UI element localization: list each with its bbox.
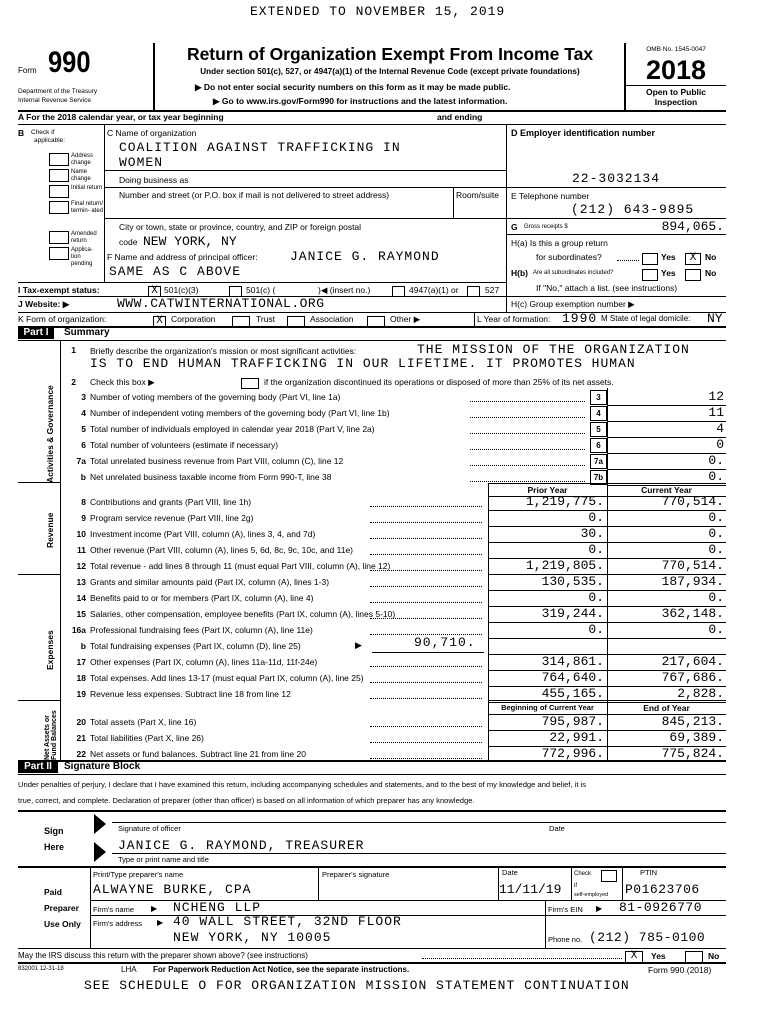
address-change-checkbox[interactable]	[49, 153, 69, 166]
part-2-tag: Part II	[18, 761, 58, 773]
omb-number: OMB No. 1545-0047	[646, 46, 706, 53]
ag-line-text: Total unrelated business revenue from Part VIII, column (C), line 12	[90, 456, 344, 466]
ag-line-number: 3	[81, 392, 86, 402]
prior-year-value: 0.	[588, 510, 604, 525]
boy-value: 772,996.	[541, 746, 604, 761]
current-year-value: 767,686.	[661, 670, 724, 685]
fin-line-text: Salaries, other compensation, employee benefits (Part IX, column (A), lines 5-10)	[90, 609, 396, 619]
ag-line-box: 6	[590, 438, 607, 453]
501c3-checkbox[interactable]: X	[148, 283, 161, 301]
side-label-activities: Activities & Governance	[45, 385, 55, 483]
fin-line-text: Other expenses (Part IX, column (A), lines 11a-11d, 11f-24e)	[90, 657, 318, 667]
state-domicile: NY	[707, 311, 723, 326]
extension-banner: EXTENDED TO NOVEMBER 15, 2019	[250, 4, 506, 19]
principal-officer: JANICE G. RAYMOND	[290, 249, 440, 264]
net-line-number: 20	[76, 717, 86, 727]
prior-year-value: 0.	[588, 542, 604, 557]
fin-line-text: Total fundraising expenses (Part IX, column (D), line 25)	[90, 641, 301, 651]
current-year-value: 0.	[708, 542, 724, 557]
ag-line-text: Total number of individuals employed in calendar year 2018 (Part V, line 2a)	[90, 424, 375, 434]
application-pending-checkbox[interactable]	[49, 247, 69, 260]
year-of-formation: 1990	[562, 311, 598, 326]
fin-line-number: 13	[76, 577, 86, 587]
discontinued-checkbox[interactable]	[241, 375, 259, 393]
current-year-value: 770,514.	[661, 494, 724, 509]
current-year-value: 2,828.	[677, 686, 724, 701]
form-label: Form	[18, 66, 37, 75]
net-line-text: Total assets (Part X, line 16)	[90, 717, 197, 727]
preparer-name: ALWAYNE BURKE, CPA	[93, 882, 252, 897]
footer-form: Form 990 (2018)	[648, 965, 712, 975]
current-year-value: 0.	[708, 590, 724, 605]
ag-line-box: 4	[590, 406, 607, 421]
website[interactable]: WWW.CATWINTERNATIONAL.ORG	[117, 296, 325, 311]
corporation-checkbox[interactable]: X	[153, 313, 166, 331]
trust-checkbox[interactable]	[232, 313, 250, 331]
prior-year-value: 0.	[588, 590, 604, 605]
hb-no-checkbox[interactable]	[685, 266, 701, 284]
ag-line-value: 0	[716, 437, 724, 452]
527-checkbox[interactable]	[467, 283, 480, 301]
prior-year-value: 455,165.	[541, 686, 604, 701]
fin-line-text: Other revenue (Part VIII, column (A), lines 5, 6d, 8c, 9c, 10c, and 11e)	[90, 545, 353, 555]
current-year-value: 0.	[708, 622, 724, 637]
hb-yes-checkbox[interactable]	[642, 266, 658, 284]
ag-line-number: 4	[81, 408, 86, 418]
form-title: Return of Organization Exempt From Income Tax	[186, 44, 594, 64]
current-year-value: 217,604.	[661, 654, 724, 669]
fin-line-number: 9	[81, 513, 86, 523]
fin-line-number: 11	[77, 545, 86, 555]
eoy-value: 845,213.	[661, 714, 724, 729]
prior-year-value: 30.	[580, 526, 604, 541]
ag-line-number: 5	[81, 424, 86, 434]
firm-address-line2: NEW YORK, NY 10005	[173, 930, 332, 945]
preparer-ptin: P01623706	[625, 882, 700, 897]
fin-line-number: 18	[76, 673, 86, 683]
form-number: 990	[48, 46, 91, 79]
fin-line-text: Investment income (Part VIII, column (A), lines 3, 4, and 7d)	[90, 529, 316, 539]
org-name-line2: WOMEN	[119, 155, 164, 170]
fin-line-number: 12	[76, 561, 86, 571]
ag-line-text: Number of voting members of the governing body (Part VI, line 1a)	[90, 392, 341, 402]
firm-name-arrow-icon: ▶	[151, 904, 158, 913]
org-name-line1: COALITION AGAINST TRAFFICKING IN	[119, 140, 401, 155]
org-city: NEW YORK, NY	[143, 234, 237, 249]
net-line-number: 22	[76, 749, 86, 759]
preparer-date: 11/11/19	[499, 882, 562, 897]
other-checkbox[interactable]	[367, 313, 385, 331]
fin-line-number: 14	[76, 593, 86, 603]
ag-line-text: Net unrelated business taxable income from Form 990-T, line 38	[90, 472, 332, 482]
tax-year: 2018	[645, 55, 707, 85]
fin-line-number: 16a	[71, 625, 86, 635]
current-year-value: 770,514.	[661, 558, 724, 573]
net-line-number: 21	[76, 733, 86, 743]
name-change-checkbox[interactable]	[49, 169, 69, 182]
ag-line-text: Total number of volunteers (estimate if necessary)	[90, 440, 279, 450]
side-label-revenue: Revenue	[45, 512, 55, 548]
gross-receipts: 894,065.	[661, 219, 724, 234]
fin-line-text: Revenue less expenses. Subtract line 18 from line 12	[90, 689, 291, 699]
sign-arrow-icon	[94, 814, 106, 834]
boy-value: 795,987.	[541, 714, 604, 729]
fin-line-text: Total revenue - add lines 8 through 11 (must equal Part VIII, column (A), line 12)	[90, 561, 391, 571]
part-1-title: Summary	[64, 327, 110, 338]
current-year-value: 0.	[708, 510, 724, 525]
current-year-value: 0.	[708, 526, 724, 541]
ag-line-box: 5	[590, 422, 607, 437]
side-label-expenses: Expenses	[45, 630, 55, 670]
b-label: B	[18, 128, 25, 138]
prior-year-value: 0.	[588, 622, 604, 637]
schedule-o-note: SEE SCHEDULE O FOR ORGANIZATION MISSION STATEMENT CONTINUATION	[84, 978, 630, 993]
discuss-yes-checkbox[interactable]: X	[625, 948, 643, 966]
ag-line-box: 3	[590, 390, 607, 405]
ag-line-value: 11	[708, 405, 724, 420]
fundraising-expenses: 90,710.	[414, 635, 476, 650]
phone-value: (212) 643-9895	[571, 202, 695, 217]
prior-year-value: 1,219,775.	[525, 494, 604, 509]
eoy-value: 69,389.	[669, 730, 724, 745]
part-1-tag: Part I	[18, 327, 54, 339]
form-subtitle: Under section 501(c), 527, or 4947(a)(1) of the Internal Revenue Code (except private foundations)	[200, 67, 580, 76]
current-year-value: 362,148.	[661, 606, 724, 621]
fin-line-number: b	[80, 641, 86, 651]
firm-address-arrow-icon: ▶	[157, 918, 164, 927]
prior-year-value: 764,640.	[541, 670, 604, 685]
ag-line-value: 0.	[708, 469, 724, 484]
officer-address: SAME AS C ABOVE	[109, 264, 242, 279]
fundraising-arrow-icon: ▶	[355, 640, 362, 650]
prior-year-value: 319,244.	[541, 606, 604, 621]
ssn-notice: ▶ Do not enter social security numbers on this form as it may be made public.	[195, 82, 511, 92]
public-inspection-badge: Open to Public Inspection	[626, 85, 726, 109]
dept-line1: Department of the Treasury	[18, 88, 98, 95]
association-checkbox[interactable]	[287, 313, 305, 331]
prior-year-value: 314,861.	[541, 654, 604, 669]
final-return-checkbox[interactable]	[49, 201, 69, 214]
fin-line-number: 17	[76, 657, 86, 667]
ag-line-number: 6	[81, 440, 86, 450]
and-ending-label: and ending	[437, 112, 483, 122]
ag-line-number: 7a	[76, 456, 86, 466]
dept-line2: Internal Revenue Service	[18, 97, 91, 104]
ha-no-checkbox[interactable]: X	[685, 250, 701, 268]
firm-ein: 81-0926770	[619, 900, 703, 915]
firm-address-line1: 40 WALL STREET, 32ND FLOOR	[173, 914, 402, 929]
prior-year-value: 130,535.	[541, 574, 604, 589]
fin-line-text: Program service revenue (Part VIII, line 2g)	[90, 513, 254, 523]
irs-url-notice: ▶ Go to www.irs.gov/Form990 for instructions and the latest information.	[213, 96, 508, 106]
fin-line-text: Benefits paid to or for members (Part IX, column (A), line 4)	[90, 593, 314, 603]
fin-line-text: Professional fundraising fees (Part IX, column (A), line 11e)	[90, 625, 313, 635]
4947-checkbox[interactable]	[392, 283, 405, 301]
boy-value: 22,991.	[549, 730, 604, 745]
eoy-value: 775,824.	[661, 746, 724, 761]
fin-line-text: Contributions and grants (Part VIII, line 1h)	[90, 497, 252, 507]
name-arrow-icon	[94, 842, 106, 862]
initial-return-checkbox[interactable]	[49, 185, 69, 198]
ein-value: 22-3032134	[572, 171, 661, 186]
officer-name-title: JANICE G. RAYMOND, TREASURER	[118, 838, 365, 853]
firm-name: NCHENG LLP	[173, 900, 262, 915]
side-label-net-assets: Net Assets or Fund Balances	[44, 710, 58, 760]
ag-line-value: 0.	[708, 453, 724, 468]
fin-line-number: 10	[76, 529, 86, 539]
net-line-text: Net assets or fund balances. Subtract line 21 from line 20	[90, 749, 306, 759]
firm-phone: (212) 785-0100	[589, 930, 706, 945]
amended-return-checkbox[interactable]	[49, 231, 69, 244]
line-a-label: A For the 2018 calendar year, or tax year beginning	[18, 112, 224, 122]
ag-line-value: 4	[716, 421, 724, 436]
part-2-title: Signature Block	[64, 761, 141, 772]
fin-line-number: 19	[76, 689, 86, 699]
prior-year-value: 1,219,805.	[525, 558, 604, 573]
ag-line-box: 7a	[590, 454, 607, 469]
net-line-text: Total liabilities (Part X, line 26)	[90, 733, 204, 743]
fin-line-text: Grants and similar amounts paid (Part IX, column (A), lines 1-3)	[90, 577, 330, 587]
fin-line-number: 15	[76, 609, 86, 619]
current-year-value: 187,934.	[661, 574, 724, 589]
ag-line-value: 12	[708, 389, 724, 404]
ag-line-number: b	[80, 472, 86, 482]
firm-ein-arrow-icon: ▶	[596, 904, 603, 913]
ag-line-box: 7b	[590, 470, 607, 485]
fin-line-text: Total expenses. Add lines 13-17 (must equal Part IX, column (A), line 25)	[90, 673, 364, 683]
fin-line-number: 8	[81, 497, 86, 507]
mission-line1: THE MISSION OF THE ORGANIZATION	[417, 342, 690, 357]
ag-line-text: Number of independent voting members of the governing body (Part VI, line 1b)	[90, 408, 390, 418]
self-employed-checkbox[interactable]	[601, 867, 617, 885]
mission-line2: IS TO END HUMAN TRAFFICKING IN OUR LIFETIME. IT PROMOTES HUMAN	[90, 356, 636, 371]
